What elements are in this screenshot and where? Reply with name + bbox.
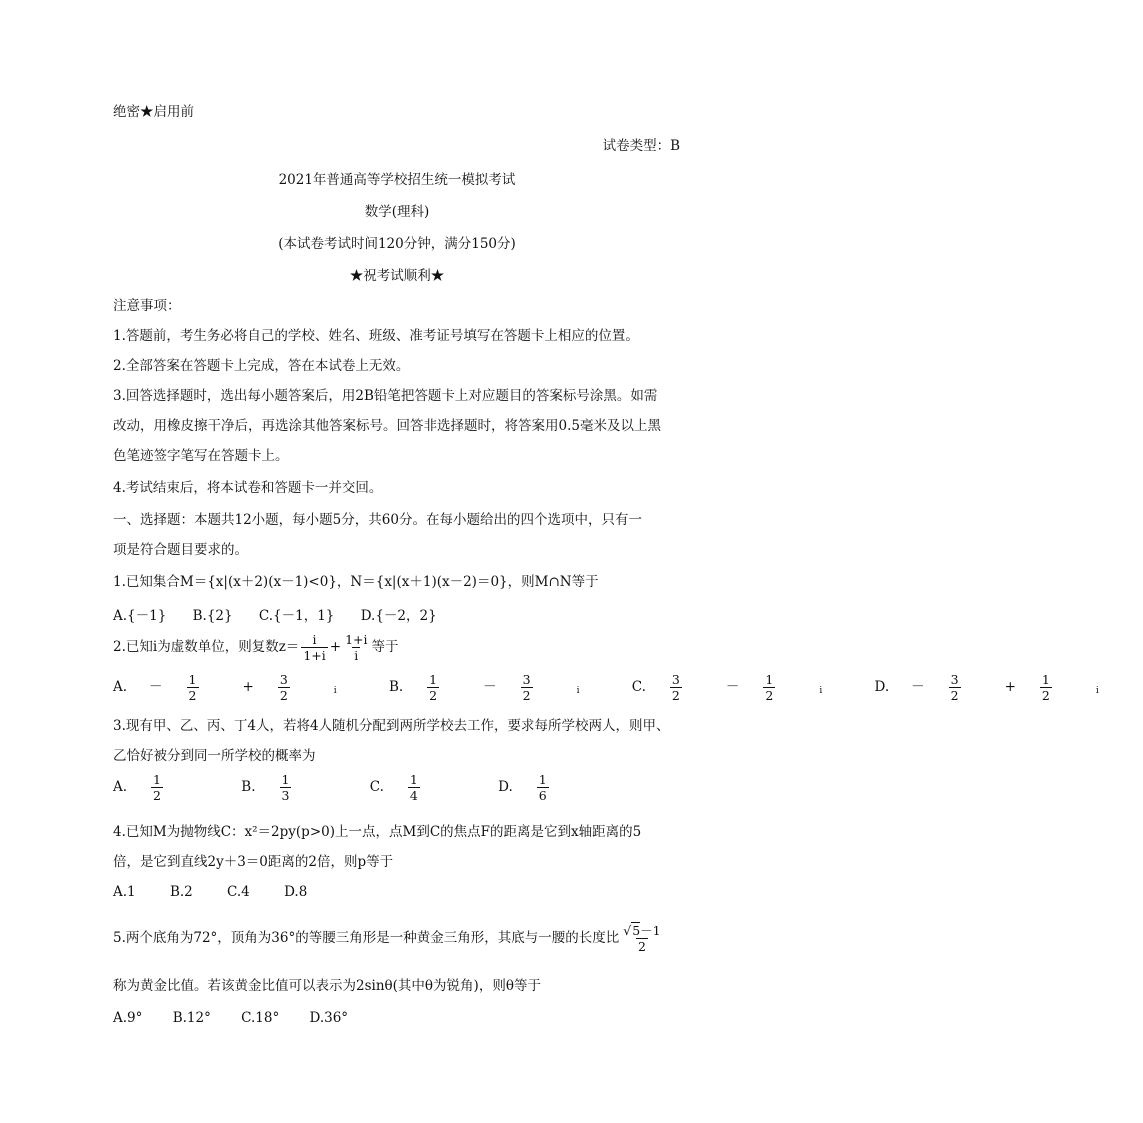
question-3-stem-line-1: 3.现有甲、乙、丙、丁4人，若将4人随机分配到两所学校去工作，要求每所学校两人，则甲、 <box>113 718 670 734</box>
question-4-stem-line-2: 倍，是它到直线2y＋3＝0距离的2倍，则p等于 <box>113 854 394 870</box>
question-2-stem-text: 2.已知i为虚数单位，则复数z＝ <box>113 639 300 655</box>
question-5-options <box>113 1010 370 1026</box>
question-2-stem-tail: 等于 <box>371 639 399 655</box>
note-1: 1.答题前，考生务必将自己的学校、姓名、班级、准考证号填写在答题卡上相应的位置。 <box>113 328 639 344</box>
paper-type: 试卷类型：B <box>602 138 680 154</box>
question-1-option-b: B.{2} <box>192 608 233 624</box>
question-4-stem-line-1: 4.已知M为抛物线C：x²＝2py(p>0)上一点，点M到C的焦点F的距离是它到x轴距离的5 <box>113 824 642 840</box>
question-4-options <box>113 884 329 900</box>
question-3-options <box>113 770 615 804</box>
note-4: 4.考试结束后，将本试卷和答题卡一并交回。 <box>113 480 383 496</box>
question-5-stem-text: 5.两个底角为72°，顶角为36°的等腰三角形是一种黄金三角形，其底与一腰的长度比 <box>113 930 620 946</box>
plus-sign: + <box>329 639 342 655</box>
exam-subject: 数学(理科) <box>364 204 430 220</box>
question-2-option-d: D. － $\frac{3}{2}$ + $\frac{1}{2}$ i <box>874 672 1099 703</box>
note-3-line-1: 3.回答选择题时，选出每小题答案后，用2B铅笔把答题卡上对应题目的答案标号涂黑。如需 <box>113 388 658 404</box>
question-2-options <box>113 670 1143 708</box>
section-1-heading: 一、选择题：本题共12小题，每小题5分，共60分。在每小题给出的四个选项中，只有一 <box>113 512 642 528</box>
question-1-options <box>113 604 459 624</box>
question-4-option-b: B.2 <box>169 884 193 900</box>
question-2-fraction-1 <box>301 632 327 663</box>
question-2-option-c: C. $\frac{3}{2}$ － $\frac{1}{2}$ i <box>631 672 823 703</box>
question-5-option-d: D.36° <box>309 1010 349 1026</box>
fraction-numerator: i <box>312 632 317 647</box>
fraction-denominator: 1+i <box>303 648 326 663</box>
fraction-numerator: 1+i <box>345 632 368 647</box>
question-4-option-d: D.8 <box>284 884 308 900</box>
question-1-option-d: D.{－2，2} <box>360 608 437 624</box>
exam-wish: ★祝考试顺利★ <box>349 268 445 284</box>
question-3-stem-line-2: 乙恰好被分到同一所学校的概率为 <box>113 748 316 764</box>
notes-title: 注意事项： <box>113 298 181 314</box>
exam-title: 2021年普通高等学校招生统一模拟考试 <box>278 172 516 188</box>
note-3-line-3: 色笔迹签字笔写在答题卡上。 <box>113 448 289 464</box>
question-5-option-c: C.18° <box>241 1010 280 1026</box>
question-1-option-a: A.{－1} <box>113 608 167 624</box>
question-2-fraction-2 <box>343 632 369 663</box>
question-5-stem-line-2: 称为黄金比值。若该黄金比值可以表示为2sinθ(其中θ为锐角)，则θ等于 <box>113 978 541 994</box>
fraction-denominator: 2 <box>637 939 646 954</box>
question-1-stem: 1.已知集合M＝{x|(x＋2)(x－1)<0}，N＝{x|(x＋1)(x－2)＝0}，则M∩N等于 <box>113 574 599 590</box>
note-3-line-2: 改动，用橡皮擦干净后，再选涂其他答案标号。回答非选择题时，将答案用0.5毫米及以上黑 <box>113 418 661 434</box>
secret-label: 绝密★启用前 <box>113 104 194 120</box>
question-2-option-b: B. $\frac{1}{2}$ － $\frac{3}{2}$ i <box>388 672 580 703</box>
question-3-option-b: B. $\frac{1}{3}$ <box>241 772 290 803</box>
question-2-option-a: A. － $\frac{1}{2}$ + $\frac{3}{2}$ i <box>113 672 337 703</box>
question-1-option-c: C.{－1，1} <box>258 608 335 624</box>
question-5-option-a: A.9° <box>113 1010 143 1026</box>
golden-ratio-fraction <box>621 923 662 954</box>
section-1-heading-cont: 项是符合题目要求的。 <box>113 542 248 558</box>
question-4-option-a: A.1 <box>113 884 136 900</box>
note-2: 2.全部答案在答题卡上完成，答在本试卷上无效。 <box>113 358 410 374</box>
question-3-option-a: A. $\frac{1}{2}$ <box>113 772 161 803</box>
question-2-stem <box>113 630 399 664</box>
question-3-option-d: D. $\frac{1}{6}$ <box>498 772 547 803</box>
question-5-option-b: B.12° <box>172 1010 211 1026</box>
question-4-option-c: C.4 <box>227 884 250 900</box>
question-3-option-c: C. $\frac{1}{4}$ <box>369 772 418 803</box>
exam-time-info: (本试卷考试时间120分钟，满分150分) <box>278 236 516 252</box>
question-5-stem-line-1 <box>113 920 665 956</box>
fraction-numerator: √5－1 <box>623 923 661 938</box>
fraction-denominator: i <box>354 648 359 663</box>
